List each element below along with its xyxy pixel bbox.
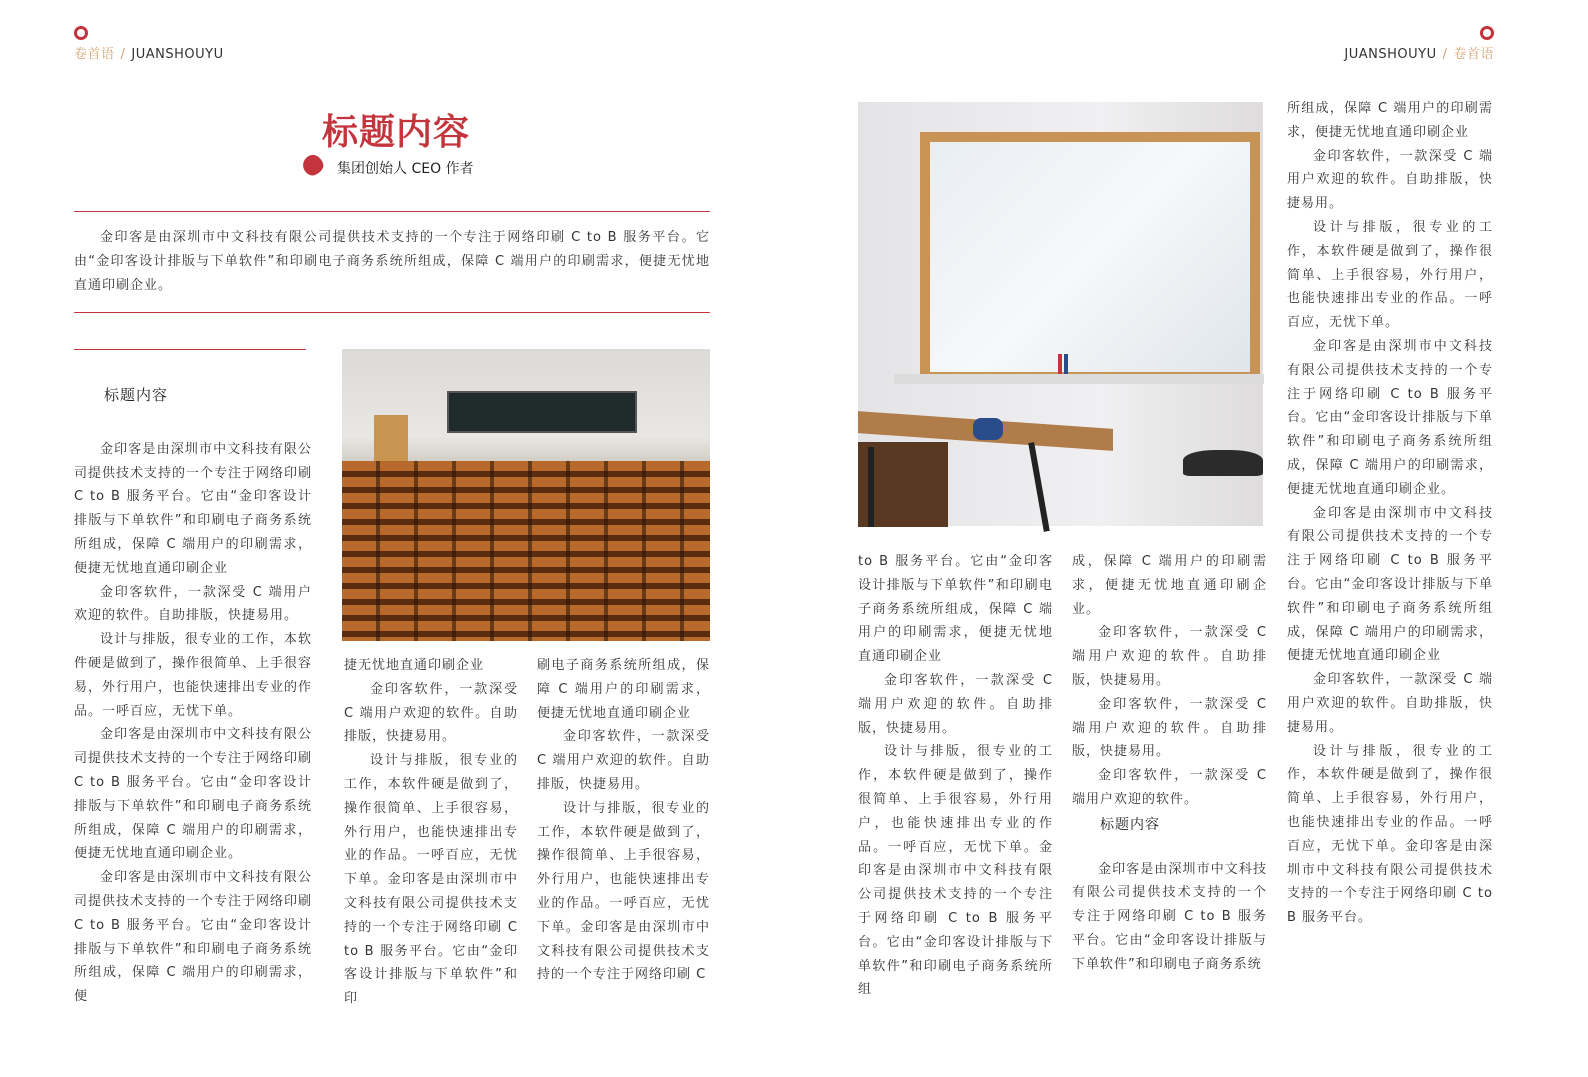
- header-left: [74, 43, 224, 62]
- left-col1-p1: 金印客是由深圳市中文科技有限公司提供技术支持的一个专注于网络印刷 C to B 服务平台。它由“金印客设计排版与下单软件”和印刷电子商务系统所组成，保障 C 端用户的印刷需求，便捷无忧地直通印刷企业: [74, 441, 313, 576]
- header-right-zh: 卷首语: [1453, 47, 1494, 62]
- seat-dividers-shape: [342, 461, 710, 641]
- article-byline: 集团创始人 CEO 作者: [337, 161, 474, 177]
- left-col2-p2: 设计与排版，很专业的工作，本软件硬是做到了，操作很简单、上手很容易，外行用户，也能快速排出专业的作品。一呼百应，无忧下单。金印客是由深圳市中文科技有限公司提供技术支持的一个专注于网络印刷 C to B 服务平台。它由“金印客设计排版与下单软件”和印: [344, 753, 518, 1007]
- right-col2-p0: 成，保障 C 端用户的印刷需求，便捷无忧地直通印刷企业。: [1072, 554, 1267, 617]
- byline-blob-icon: [300, 152, 326, 178]
- right-col3-p6: 设计与排版，很专业的工作，本软件硬是做到了，操作很简单、上手很容易，外行用户，也能快速排出专业的作品。一呼百应，无忧下单。金印客是由深圳市中文科技有限公司提供技术支持的一个专注于网络印刷 C to B 服务平台。: [1287, 743, 1493, 926]
- right-col3-p4: 金印客是由深圳市中文科技有限公司提供技术支持的一个专注于网络印刷 C to B 服务平台。它由“金印客设计排版与下单软件”和印刷电子商务系统所组成，保障 C 端用户的印刷需求，便捷无忧地直通印刷企业: [1287, 505, 1493, 664]
- right-col1-p0: to B 服务平台。它由“金印客设计排版与下单软件”和印刷电子商务系统所组成，保障 C 端用户的印刷需求，便捷无忧地直通印刷企业: [858, 554, 1053, 665]
- divider-col1: [74, 349, 306, 350]
- right-col2-p4: 金印客是由深圳市中文科技有限公司提供技术支持的一个专注于网络印刷 C to B 服务平台。它由“金印客设计排版与下单软件”和印刷电子商务系统: [1072, 861, 1267, 972]
- right-col3-p5: 金印客软件，一款深受 C 端用户欢迎的软件。自助排版，快捷易用。: [1287, 672, 1493, 735]
- right-col1-p1: 金印客软件，一款深受 C 端用户欢迎的软件。自助排版，快捷易用。: [858, 672, 1053, 736]
- header-right-ring-icon: [1480, 26, 1494, 40]
- spacer: [74, 408, 312, 438]
- right-col3-p3: 金印客是由深圳市中文科技有限公司提供技术支持的一个专注于网络印刷 C to B 服务平台。它由“金印客设计排版与下单软件”和印刷电子商务系统所组成，保障 C 端用户的印刷需求，便捷无忧地直通印刷企业。: [1287, 338, 1493, 497]
- lecture-hall-photo: [342, 349, 710, 641]
- header-right-en: JUANSHOUYU: [1344, 47, 1437, 62]
- left-col2-p1: 金印客软件，一款深受 C 端用户欢迎的软件。自助排版，快捷易用。: [344, 681, 518, 745]
- desk-leg-shape: [1028, 442, 1050, 532]
- left-col1: [74, 384, 313, 1005]
- right-col2: [1072, 550, 1267, 980]
- header-left-sep: /: [120, 47, 126, 62]
- right-col3-p0: 所组成，保障 C 端用户的印刷需求，便捷无忧地直通印刷企业: [1287, 101, 1493, 140]
- whiteboard-shape: [930, 142, 1250, 372]
- left-col1-p4: 金印客是由深圳市中文科技有限公司提供技术支持的一个专注于网络印刷 C to B 服务平台。它由“金印客设计排版与下单软件”和印刷电子商务系统所组成，保障 C 端用户的印刷需求，便捷无忧地直通印刷企业。: [74, 727, 313, 862]
- right-col2-p3: 金印客软件，一款深受 C 端用户欢迎的软件。: [1072, 768, 1267, 807]
- right-col2-subtitle: 标题内容: [1100, 816, 1160, 833]
- header-left-ring-icon: [74, 26, 88, 40]
- left-col3: [537, 654, 710, 984]
- left-col1-p2: 金印客软件，一款深受 C 端用户欢迎的软件。自助排版，快捷易用。: [74, 584, 312, 624]
- shelf-shape: [894, 374, 1264, 384]
- header-left-zh: 卷首语: [74, 47, 115, 62]
- right-col3-p2: 设计与排版，很专业的工作，本软件硬是做到了，操作很简单、上手很容易，外行用户，也能快速排出专业的作品。一呼百应，无忧下单。: [1287, 219, 1493, 331]
- marker-blue-shape: [1064, 354, 1068, 376]
- whiteboard-photo: [858, 102, 1263, 526]
- stool-shape: [1183, 450, 1263, 476]
- left-col3-p2: 设计与排版，很专业的工作，本软件硬是做到了，操作很简单、上手很容易，外行用户，也能快速排出专业的作品。一呼百应，无忧下单。金印客是由深圳市中文科技有限公司提供技术支持的一个专注于网络印刷 C: [537, 800, 710, 983]
- right-col1: [858, 550, 1053, 998]
- header-right: [1344, 43, 1494, 62]
- left-col1-p3: 设计与排版，很专业的工作，本软件硬是做到了，操作很简单、上手很容易，外行用户，也能快速排出专业的作品。一呼百应，无忧下单。: [74, 632, 313, 719]
- intro-paragraph: 金印客是由深圳市中文科技有限公司提供技术支持的一个专注于网络印刷 C to B 服务平台。它由“金印客设计排版与下单软件”和印刷电子商务系统所组成，保障 C 端用户的印刷需求，便捷无忧地直通印刷企业。: [74, 230, 710, 293]
- podium-shape: [374, 415, 408, 461]
- left-col3-p1: 金印客软件，一款深受 C 端用户欢迎的软件。自助排版，快捷易用。: [537, 729, 710, 792]
- blackboard-shape: [447, 391, 637, 433]
- left-col2-p0: 捷无忧地直通印刷企业: [344, 658, 485, 673]
- right-col2-p2: 金印客软件，一款深受 C 端用户欢迎的软件。自助排版，快捷易用。: [1072, 696, 1267, 760]
- right-col1-p2: 设计与排版，很专业的工作，本软件硬是做到了，操作很简单、上手很容易，外行用户，也能快速排出专业的作品。一呼百应，无忧下单。金印客是由深圳市中文科技有限公司提供技术支持的一个专注于网络印刷 C to B 服务平台。它由“金印客设计排版与下单软件”和印刷电子商务系统所组: [858, 744, 1053, 998]
- left-col2: [344, 654, 518, 1007]
- right-col3: [1287, 97, 1493, 927]
- right-col2-p1: 金印客软件，一款深受 C 端用户欢迎的软件。自助排版，快捷易用。: [1072, 625, 1267, 688]
- desk-leg-shape: [868, 447, 874, 527]
- marker-red-shape: [1058, 354, 1062, 376]
- right-col3-p1: 金印客软件，一款深受 C 端用户欢迎的软件。自助排版，快捷易用。: [1287, 148, 1493, 212]
- header-right-sep: /: [1442, 47, 1448, 62]
- left-col1-p5: 金印客是由深圳市中文科技有限公司提供技术支持的一个专注于网络印刷 C to B 服务平台。它由“金印客设计排版与下单软件”和印刷电子商务系统所组成，保障 C 端用户的印刷需求，便: [74, 870, 313, 1005]
- divider-top: [74, 211, 710, 212]
- article-title: 标题内容: [322, 112, 471, 153]
- header-left-en: JUANSHOUYU: [131, 47, 224, 62]
- left-col1-subtitle: 标题内容: [104, 386, 169, 404]
- pencil-case-shape: [973, 418, 1003, 440]
- left-col3-p0: 刷电子商务系统所组成，保障 C 端用户的印刷需求，便捷无忧地直通印刷企业: [537, 658, 710, 721]
- divider-bottom: [74, 312, 710, 313]
- article-intro: [74, 226, 710, 297]
